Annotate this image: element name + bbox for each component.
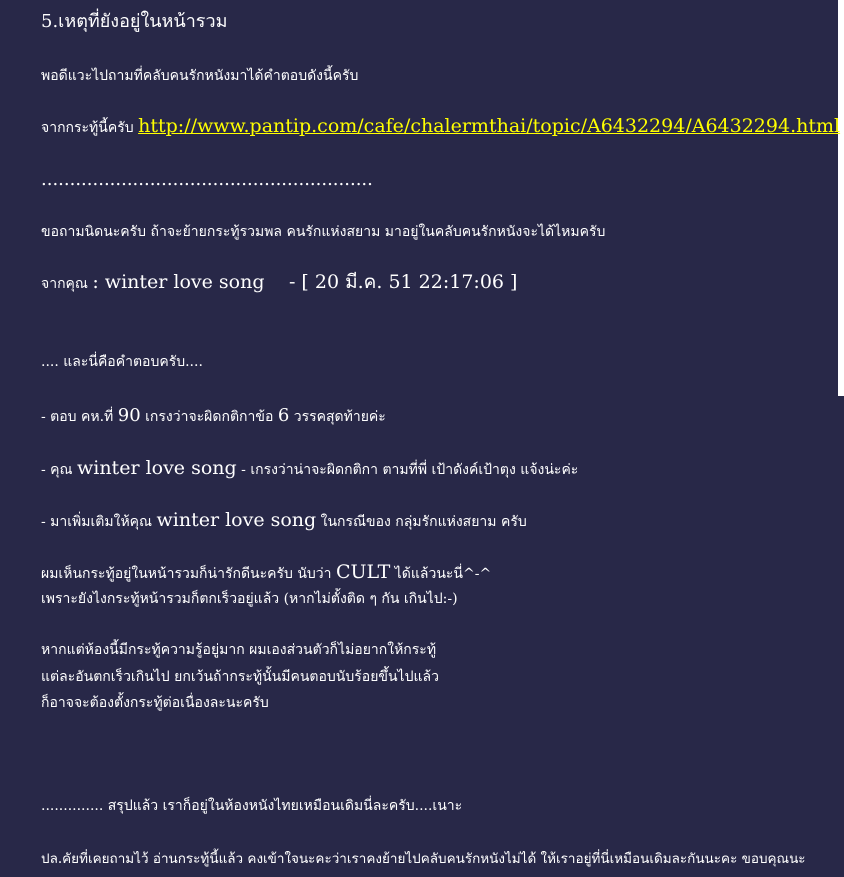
answer-1-number: 6 [277, 405, 290, 426]
answer-1-number: 90 [117, 405, 141, 426]
answer-3-part: ในกรณีของ กลุ่มรักแห่งสยาม ครับ [316, 514, 527, 530]
from-time: - [ 20 มี.ค. 51 22:17:06 ] [288, 271, 518, 293]
answer-1 [41, 406, 386, 427]
question-text: ขอถามนิดนะครับ ถ้าจะย้ายกระทู้รวมพล คนรักแห่งสยาม มาอยู่ในคลับคนรักหนังจะได้ไหมครับ [41, 224, 606, 240]
from-prefix: จากคุณ [41, 276, 88, 292]
answer-3 [41, 510, 527, 532]
dot-separator: .......................................................... [41, 169, 373, 190]
opinion-line-1 [41, 562, 491, 584]
opinion-part: ได้แล้วนะนี่^-^ [390, 566, 492, 582]
answer-intro: .... และนี่คือคำตอบครับ.... [41, 354, 203, 370]
topic-link[interactable]: http://www.pantip.com/cafe/chalermthai/topic/A6432294/A6432294.html [138, 115, 841, 137]
paragraph-3-line-1: หากแต่ห้องนี้มีกระทู้ความรู้อยู่มาก ผมเองส่วนตัวก็ไม่อยากให้กระทู้ [41, 642, 437, 658]
answer-3-part: - มาเพิ่มเติมให้คุณ [41, 514, 157, 530]
paragraph-3-line-3: ก็อาจจะต้องตั้งกระทู้ต่อเนื่องละนะครับ [41, 695, 269, 711]
answer-2 [41, 458, 578, 480]
opinion-part: ผมเห็นกระทู้อยู่ในหน้ารวมก็น่ารักดีนะครับ นับว่า [41, 566, 336, 582]
opinion-line-2: เพราะยังไงกระทู้หน้ารวมก็ตกเร็วอยู่แล้ว (หากไม่ตั้งติด ๆ กัน เกินไป:-) [41, 591, 458, 607]
opinion-cult: CULT [335, 561, 391, 583]
section-heading: 5.เหตุที่ยังอยู่ในหน้ารวม [41, 11, 228, 32]
from-line [41, 272, 517, 294]
from-name: : winter love song [92, 271, 265, 293]
answer-2-part: - คุณ [41, 462, 77, 478]
ps-line: ปล.คัยที่เคยถามไว้ อ่านกระทู้นี้แล้ว คงเข้าใจนะคะว่าเราคงย้ายไปคลับคนรักหนังไม่ได้ ให้เราอยู่ที่นี่เหมือนเดิมละกันนะคะ ขอบคุณนะ [41, 851, 806, 867]
right-edge-strip [838, 0, 844, 396]
answer-1-part: วรรคสุดท้ายค่ะ [289, 409, 386, 425]
source-line [41, 116, 840, 138]
summary-line: .............. สรุปแล้ว เราก็อยู่ในห้องหนังไทยเหมือนเดิมนี่ละครับ....เนาะ [41, 798, 463, 814]
answer-2-part: - เกรงว่าน่าจะผิดกติกา ตามที่พี่ เป้าดังค์เป้าตุง แจ้งน่ะค่ะ [236, 462, 579, 478]
answer-2-name: winter love song [76, 457, 237, 479]
answer-1-part: - ตอบ คห.ที่ [41, 409, 118, 425]
answer-3-name: winter love song [156, 509, 317, 531]
answer-1-part: เกรงว่าจะผิดกติกาข้อ [140, 409, 278, 425]
source-prefix: จากกระทู้นี้ครับ [41, 120, 134, 136]
paragraph-3-line-2: แต่ละอันตกเร็วเกินไป ยกเว้นถ้ากระทู้นั้นมีคนตอบนับร้อยขึ้นไปแล้ว [41, 669, 439, 685]
paragraph-intro: พอดีแวะไปถามที่คลับคนรักหนังมาได้คำตอบดังนี้ครับ [41, 68, 359, 84]
